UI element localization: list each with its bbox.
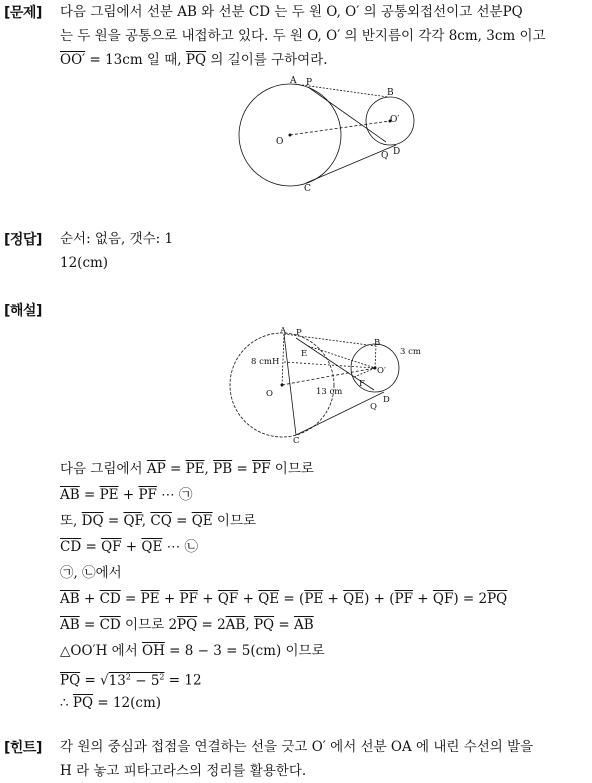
label-p: P	[306, 78, 313, 88]
hint-line-1: 각 원의 중심과 접점을 연결하는 선을 긋고 O′ 에서 선분 OA 에 내린 수선의 발을	[60, 739, 534, 755]
expl-line-9: $\overline{PQ} = √13^2 - 5^2 = 12$	[60, 672, 202, 689]
expl-line-4: $\overline{CD} = \overline{QF} + \overline{QE}$ ⋯ ㉡	[60, 539, 198, 555]
expl-line-5: ㉠, ㉡에서	[60, 565, 122, 581]
label-q: Q	[370, 402, 377, 412]
problem-line-3: OO′ = 13cm 일 때, $\overline{PQ}$ 의 길이를 구하여라.	[60, 52, 328, 68]
explanation-figure	[226, 324, 426, 446]
explanation-text	[60, 457, 584, 715]
problem-tag: [문제]	[4, 5, 42, 21]
expl-line-3: 또, $\overline{DQ} = \overline{QF}$, $\overline{CQ} = \overline{QE}$ 이므로	[60, 513, 257, 529]
expl-line-2: $\overline{AB} = \overline{PE} + \overline{PF}$ ⋯ ㉠	[60, 487, 193, 503]
expl-line-8: △OO′H 에서 $\overline{OH} = 8 - 3 = 5(cm)$ 이므로	[60, 643, 325, 659]
expl-line-10: ∴ $\overline{PQ} = 12(cm)$	[60, 695, 162, 711]
label-o-prime: O′	[390, 115, 400, 125]
expl-line-7: $\overline{AB} = \overline{CD}$ 이므로 $2\overline{PQ} = 2\overline{AB}$, $\overline{PQ} = \overline{AB}$	[60, 617, 314, 633]
expl-line-1: 다음 그림에서 $\overline{AP} = \overline{PE}$, $\overline{PB} = \overline{PF}$ 이므로	[60, 461, 314, 477]
label-p: P	[296, 328, 302, 338]
answer-tag: [정답]	[4, 232, 42, 248]
label-f: F	[359, 379, 365, 389]
label-3cm: 3 cm	[400, 347, 421, 357]
answer-line-2: 12(cm)	[60, 255, 109, 271]
label-o-prime: O′	[377, 366, 386, 376]
label-13cm: 13 cm	[316, 387, 343, 397]
label-a: A	[280, 326, 287, 336]
problem-line-1: 다음 그림에서 선분 AB 와 선분 CD 는 두 원 O, O′ 의 공통외접선이고 선분PQ	[60, 4, 523, 20]
hint-tag: [힌트]	[4, 740, 42, 756]
label-b: B	[387, 88, 394, 98]
label-q: Q	[381, 151, 389, 161]
hint-line-2: H 라 놓고 피타고라스의 정리를 활용한다.	[60, 763, 307, 779]
label-8cm: 8 cm	[251, 357, 272, 367]
label-o: O	[276, 137, 284, 147]
label-c: C	[293, 436, 300, 446]
expl-line-6: $\overline{AB} + \overline{CD} = \overline{PE} + \overline{PF} + \overline{QF} + \overline{QE} = (\overline{PE} + \overline{QE}) + (\overline{PF} + \overline{QF}) = 2\overline{PQ}$	[60, 591, 508, 607]
label-d: D	[393, 147, 401, 157]
problem-line-2: 는 두 원을 공통으로 내접하고 있다. 두 원 O, O′ 의 반지름이 각각 8cm, 3cm 이고	[60, 28, 546, 44]
label-e: E	[301, 349, 308, 359]
segment-pq	[308, 87, 386, 142]
label-d: D	[383, 395, 390, 405]
label-h: H	[272, 357, 280, 367]
label-o: O	[266, 389, 273, 399]
label-c: C	[304, 184, 311, 194]
explanation-tag: [해설]	[4, 303, 42, 319]
label-a: A	[290, 76, 297, 86]
problem-text	[60, 0, 584, 72]
problem-figure	[236, 74, 416, 200]
answer-line-1: 순서: 없음, 갯수: 1	[60, 231, 174, 247]
label-b: B	[374, 338, 381, 348]
